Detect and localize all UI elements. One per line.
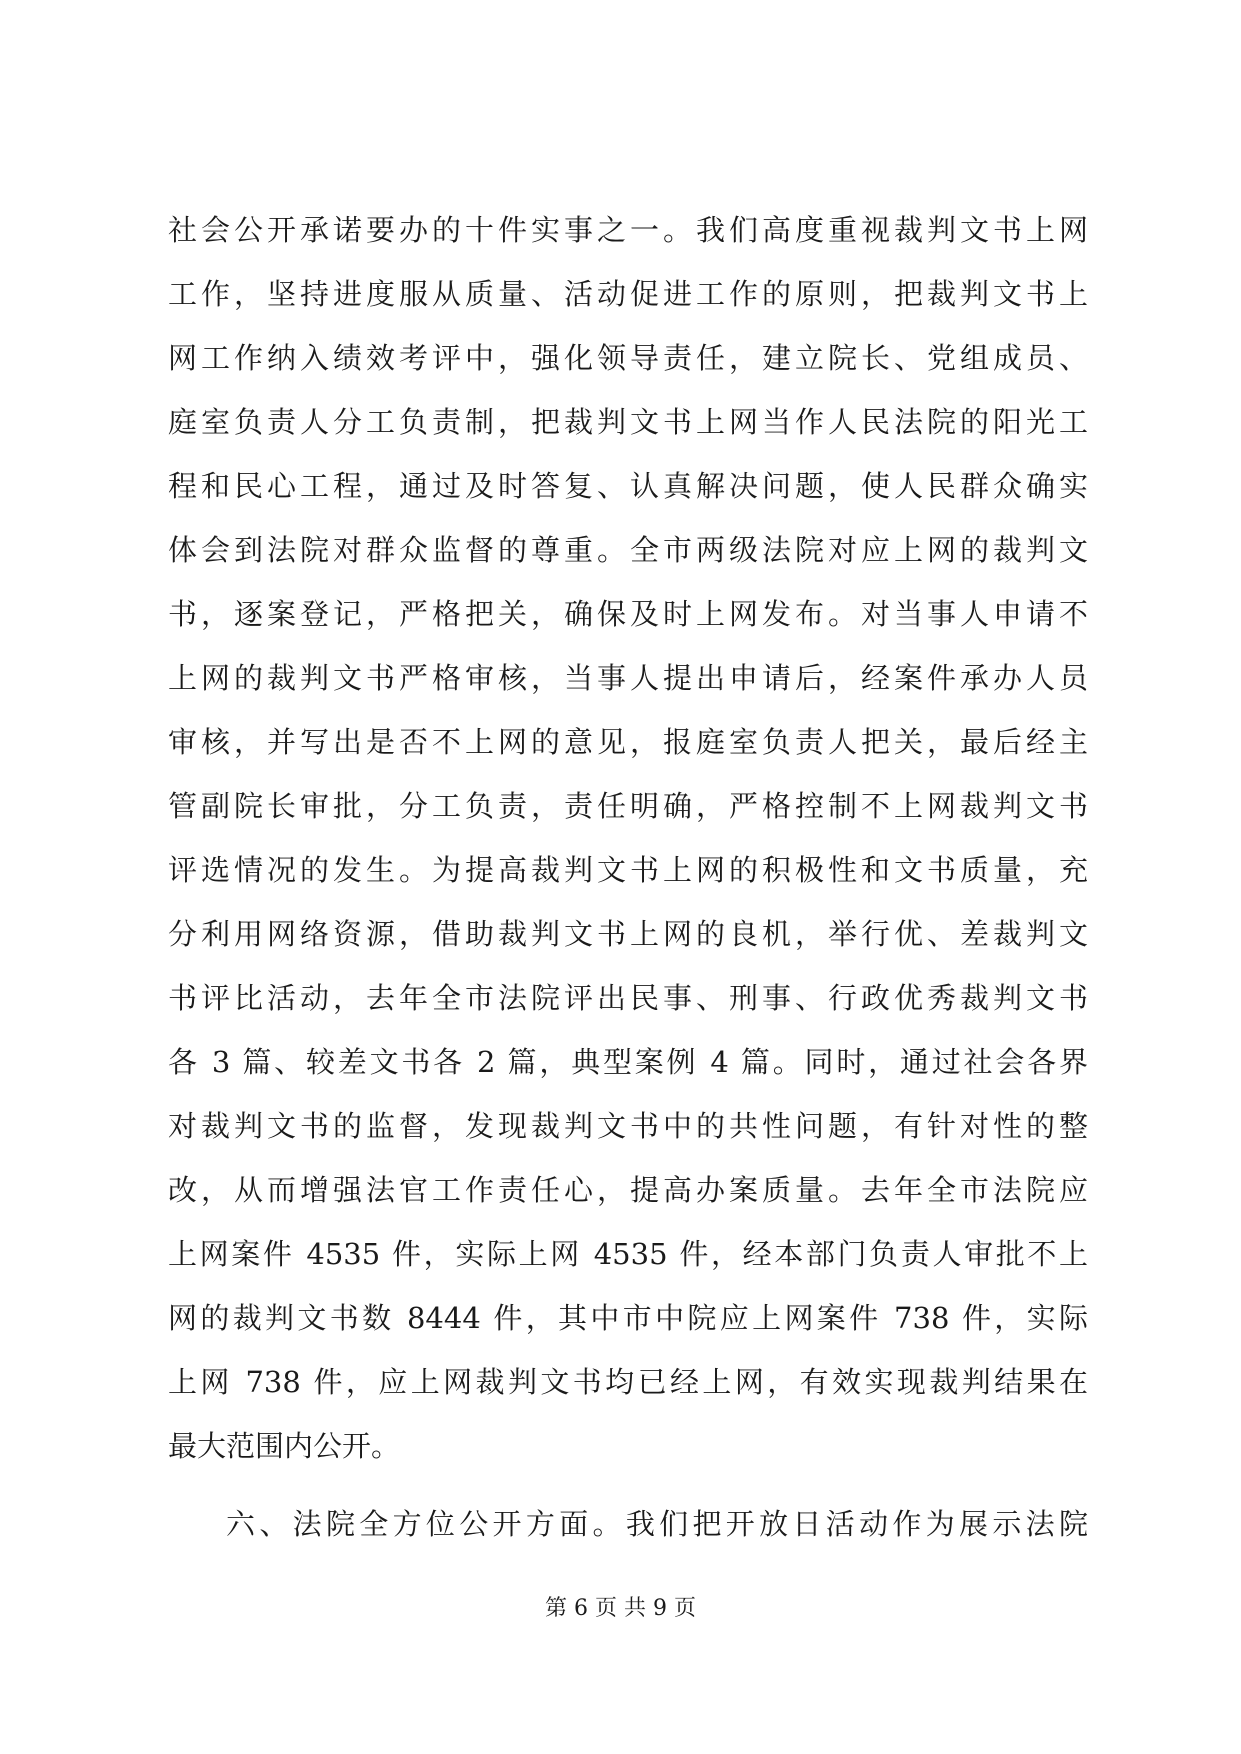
text-line: 程和民心工程，通过及时答复、认真解决问题，使人民群众确实 bbox=[168, 469, 1088, 503]
paragraph bbox=[168, 198, 1088, 1478]
body-text bbox=[168, 198, 1088, 1556]
text-line: 书评比活动，去年全市法院评出民事、刑事、行政优秀裁判文书 bbox=[168, 981, 1088, 1015]
text-line: 管副院长审批，分工负责，责任明确，严格控制不上网裁判文书 bbox=[168, 789, 1088, 823]
paragraph bbox=[168, 1492, 1088, 1556]
text-line: 体会到法院对群众监督的尊重。全市两级法院对应上网的裁判文 bbox=[168, 533, 1088, 567]
text-line: 上网的裁判文书严格审核，当事人提出申请后，经案件承办人员 bbox=[168, 661, 1088, 695]
text-line: 审核，并写出是否不上网的意见，报庭室负责人把关，最后经主 bbox=[168, 725, 1088, 759]
text-line: 各 3 篇、较差文书各 2 篇，典型案例 4 篇。同时，通过社会各界 bbox=[168, 1045, 1088, 1079]
text-line: 改，从而增强法官工作责任心，提高办案质量。去年全市法院应 bbox=[168, 1173, 1088, 1207]
text-line: 社会公开承诺要办的十件实事之一。我们高度重视裁判文书上网 bbox=[168, 213, 1088, 247]
text-line: 书，逐案登记，严格把关，确保及时上网发布。对当事人申请不 bbox=[168, 597, 1088, 631]
text-line: 庭室负责人分工负责制，把裁判文书上网当作人民法院的阳光工 bbox=[168, 405, 1088, 439]
text-line: 网工作纳入绩效考评中，强化领导责任，建立院长、党组成员、 bbox=[168, 341, 1088, 375]
text-line: 对裁判文书的监督，发现裁判文书中的共性问题，有针对性的整 bbox=[168, 1109, 1088, 1143]
text-line: 上网 738 件，应上网裁判文书均已经上网，有效实现裁判结果在 bbox=[168, 1365, 1088, 1399]
text-line: 网的裁判文书数 8444 件，其中市中院应上网案件 738 件，实际 bbox=[168, 1301, 1088, 1335]
page-number-footer: 第 6 页 共 9 页 bbox=[545, 1596, 696, 1621]
text-line: 六、法院全方位公开方面。我们把开放日活动作为展示法院 bbox=[226, 1507, 1088, 1541]
text-line: 上网案件 4535 件，实际上网 4535 件，经本部门负责人审批不上 bbox=[168, 1237, 1088, 1271]
text-line: 工作，坚持进度服从质量、活动促进工作的原则，把裁判文书上 bbox=[168, 277, 1088, 311]
text-line: 最大范围内公开。 bbox=[168, 1429, 401, 1463]
paragraph-spacer bbox=[168, 1478, 1088, 1492]
text-line: 评选情况的发生。为提高裁判文书上网的积极性和文书质量，充 bbox=[168, 853, 1088, 887]
text-line: 分利用网络资源，借助裁判文书上网的良机，举行优、差裁判文 bbox=[168, 917, 1088, 951]
